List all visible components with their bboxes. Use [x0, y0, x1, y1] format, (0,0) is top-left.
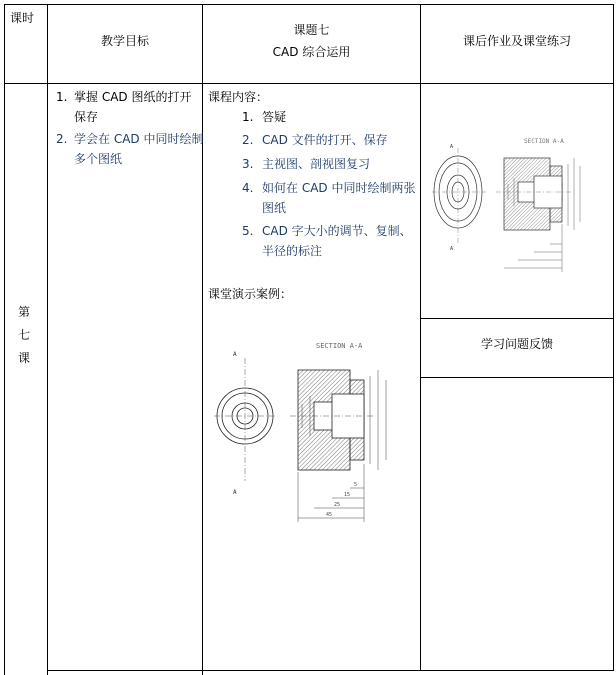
hw-cut-label-bottom: A — [450, 246, 454, 252]
svg-text:15: 15 — [344, 492, 351, 498]
objective-1-number: 1. — [56, 90, 68, 104]
content-item-5-line-1: CAD 字大小的调节、复制、 — [262, 224, 412, 238]
objective-2-line-2: 多个图纸 — [74, 152, 123, 166]
content-item-4-line-2: 图纸 — [262, 201, 287, 215]
table-bottom-line — [47, 670, 614, 671]
col4-divider-2 — [420, 377, 614, 378]
objective-2-line-1: 学会在 CAD 中同时绘制 — [74, 132, 204, 146]
content-item-2-text: CAD 文件的打开、保存 — [262, 133, 388, 147]
content-item-4-line-1: 如何在 CAD 中同时绘制两张 — [262, 181, 416, 195]
hw-section-label: SECTION A-A — [524, 138, 564, 145]
objective-1-line-1: 掌握 CAD 图纸的打开 — [74, 90, 192, 104]
header-lesson: 课时 — [10, 11, 35, 25]
table-border-left — [4, 4, 5, 675]
content-item-5-line-2: 半径的标注 — [262, 244, 323, 258]
feedback-title: 学习问题反馈 — [480, 337, 553, 351]
demo-heading: 课堂演示案例： — [208, 287, 293, 301]
table-divider-1 — [47, 4, 48, 675]
header-topic-number: 课题七 — [293, 23, 330, 37]
content-item-1-text: 答疑 — [262, 110, 287, 124]
header-homework: 课后作业及课堂练习 — [462, 34, 571, 48]
svg-text:25: 25 — [334, 502, 341, 508]
objective-1-line-2: 保存 — [74, 110, 99, 124]
header-row-bottom — [4, 83, 614, 84]
homework-cad-drawing — [432, 134, 604, 274]
demo-cad-drawing — [214, 336, 414, 528]
table-divider-2 — [202, 4, 203, 675]
hw-cut-label-top: A — [450, 144, 454, 150]
header-topic-title: CAD 综合运用 — [272, 45, 351, 59]
cut-label-top: A — [233, 351, 237, 358]
content-heading: 课程内容： — [208, 90, 269, 104]
lesson-char-3: 课 — [18, 351, 31, 365]
table-border-top — [4, 4, 614, 5]
cut-label-bottom: A — [233, 489, 237, 496]
lesson-char-1: 第 — [18, 305, 31, 319]
content-item-3-text: 主视图、剖视图复习 — [262, 157, 371, 171]
svg-text:45: 45 — [326, 512, 333, 518]
content-item-3-number: 3. — [242, 157, 254, 171]
objective-2-number: 2. — [56, 132, 68, 146]
content-item-1-number: 1. — [242, 110, 254, 124]
table-border-right — [613, 4, 614, 671]
col4-divider-1 — [420, 318, 614, 319]
content-item-2-number: 2. — [242, 133, 254, 147]
content-item-4-number: 4. — [242, 181, 254, 195]
lesson-char-2: 七 — [18, 328, 31, 342]
svg-text:5: 5 — [354, 482, 358, 488]
content-item-5-number: 5. — [242, 224, 254, 238]
section-label: SECTION A-A — [316, 342, 363, 350]
header-objectives: 教学目标 — [100, 34, 149, 48]
